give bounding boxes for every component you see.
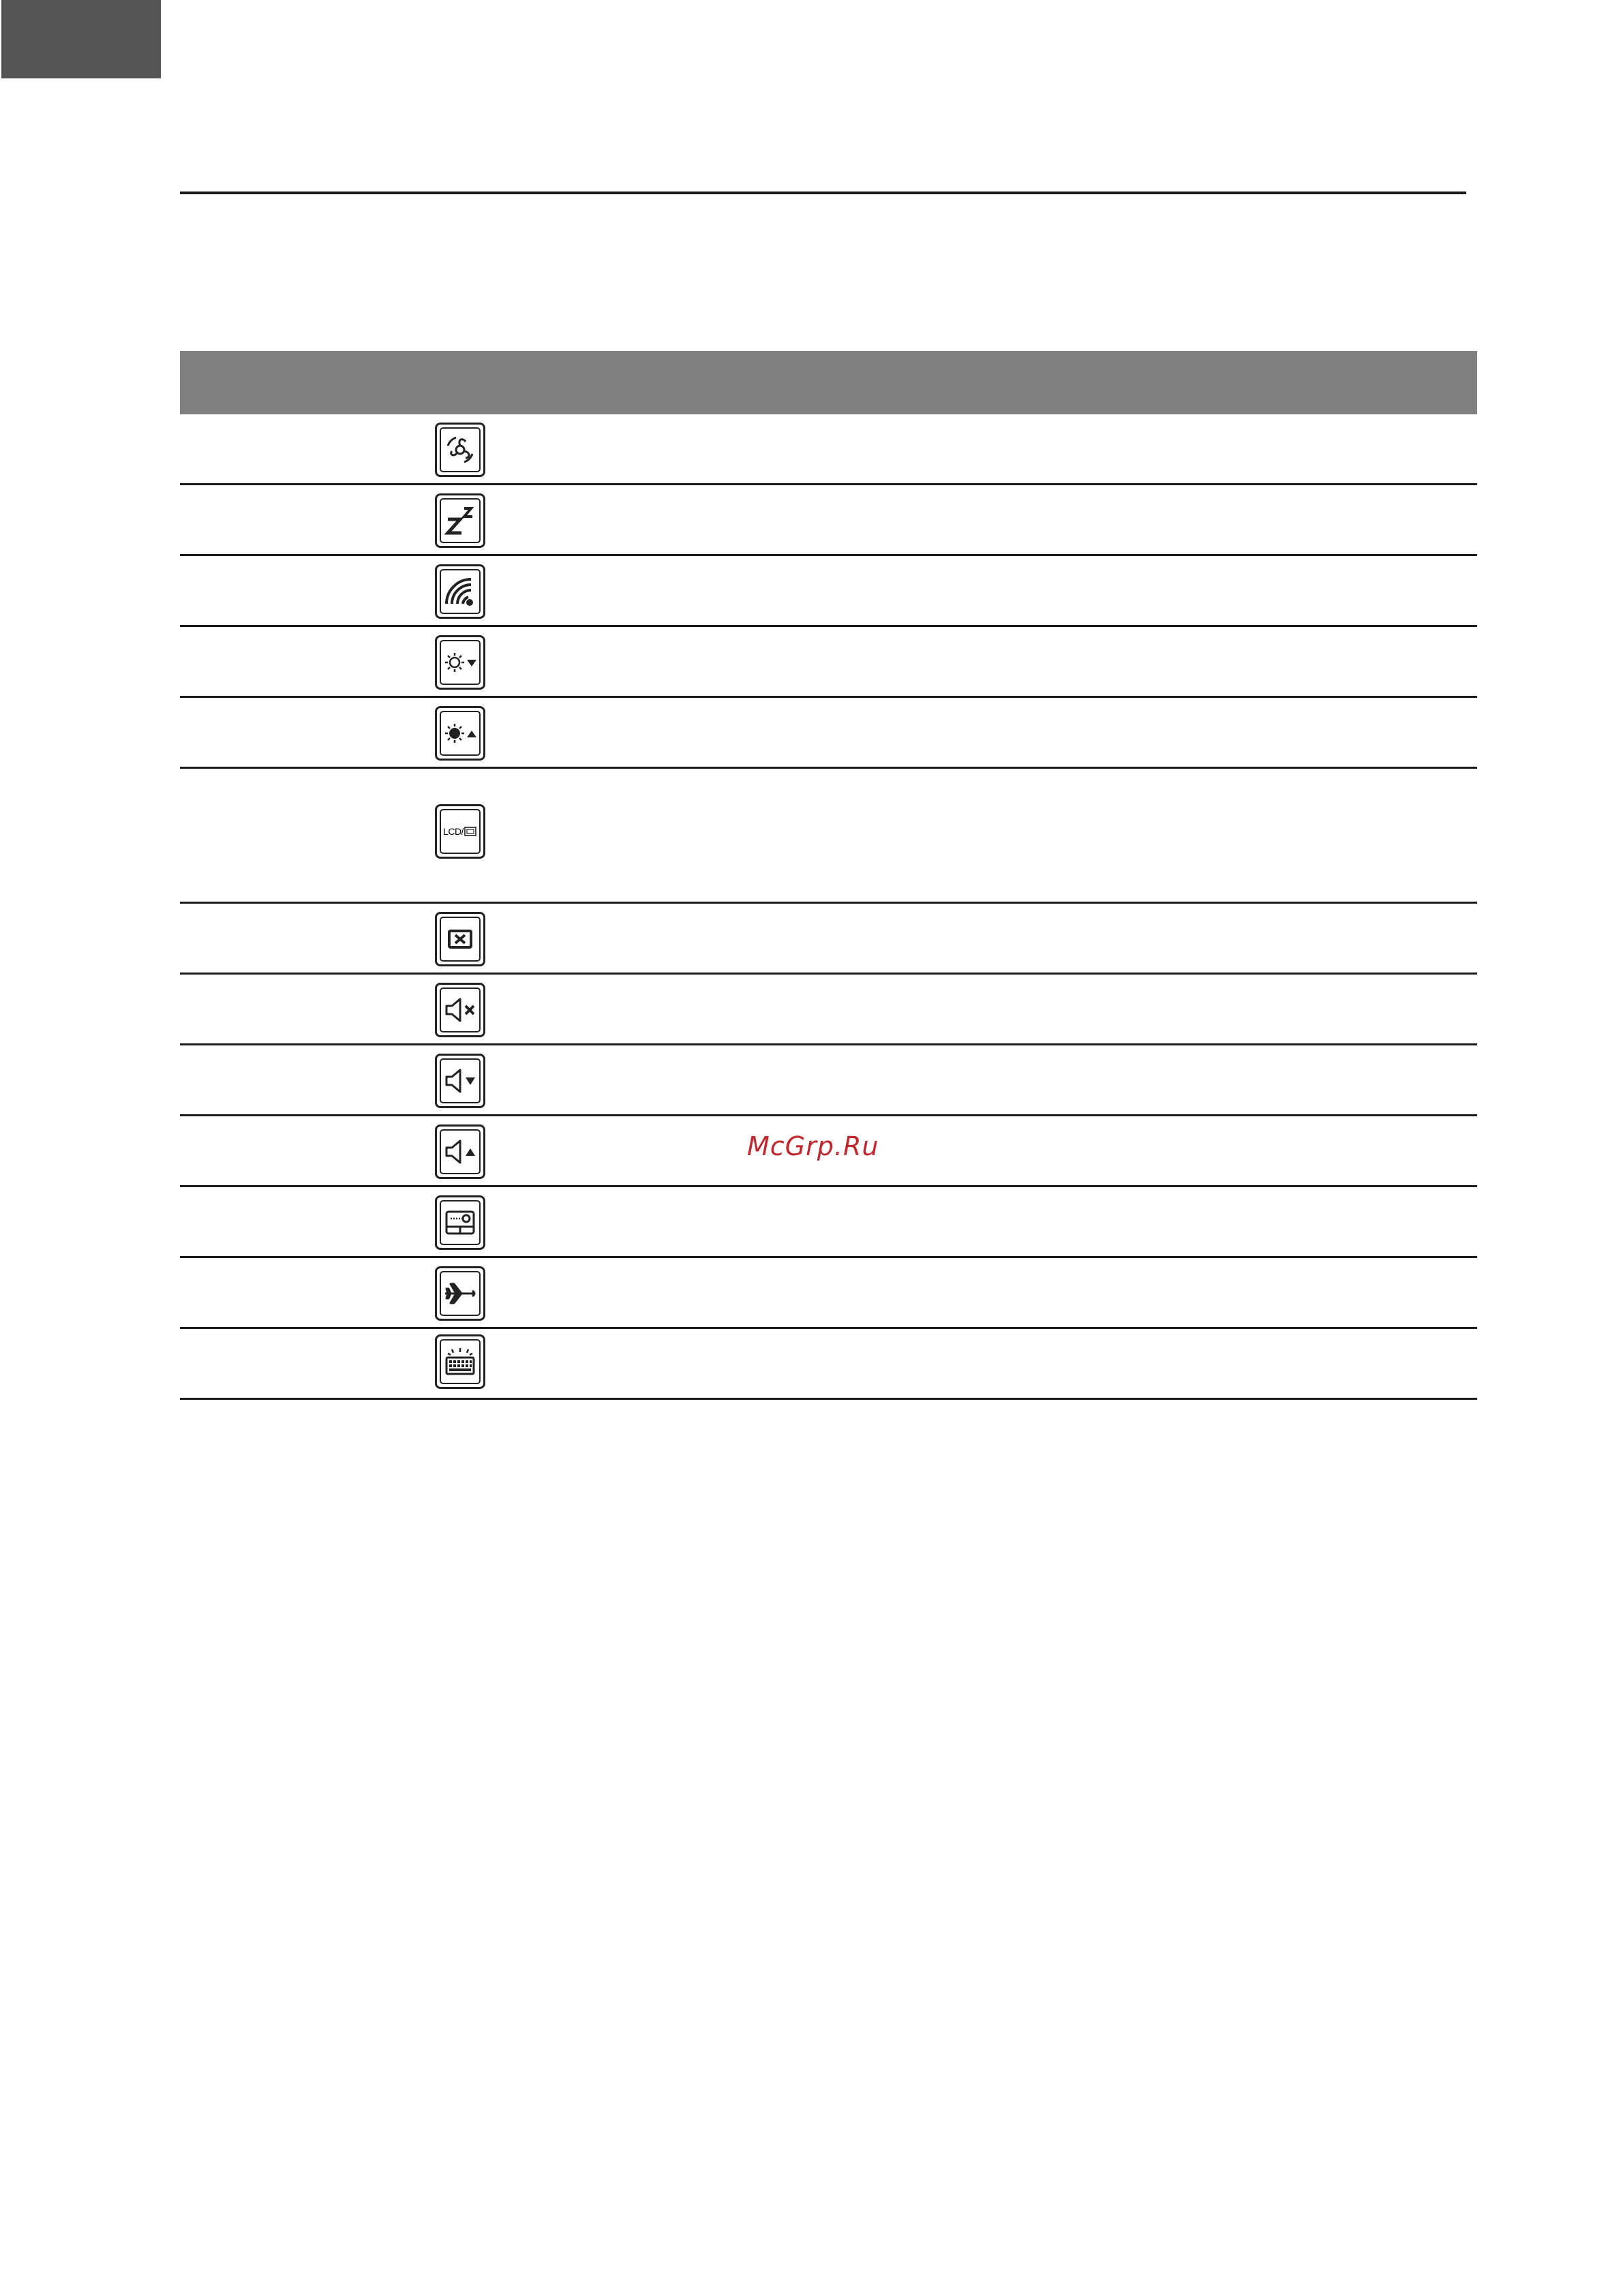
volume-down-key <box>435 1054 485 1108</box>
airplane-mode-key <box>435 1266 485 1321</box>
fan-key <box>435 423 485 477</box>
table-row <box>180 1329 1477 1400</box>
screen-off-key <box>435 912 485 966</box>
table-row <box>180 769 1477 904</box>
table-row <box>180 904 1477 975</box>
sleep-icon <box>441 502 479 540</box>
brightness-down-icon <box>441 643 479 682</box>
keyboard-backlight-key <box>435 1334 485 1389</box>
wireless-icon <box>441 572 479 611</box>
mute-icon <box>441 991 479 1029</box>
table-row <box>180 975 1477 1045</box>
volume-up-icon <box>441 1133 479 1171</box>
fan-icon <box>441 431 479 469</box>
table-row <box>180 485 1477 556</box>
table-row <box>180 698 1477 769</box>
display-toggle-icon <box>464 825 477 838</box>
brightness-down-key <box>435 635 485 690</box>
volume-down-icon <box>441 1062 479 1100</box>
watermark: McGrp.Ru <box>747 1131 879 1161</box>
touchpad-toggle-icon <box>441 1204 479 1242</box>
wireless-key <box>435 564 485 619</box>
keyboard-backlight-icon <box>441 1343 479 1381</box>
brightness-up-key <box>435 706 485 761</box>
table-row <box>180 627 1477 698</box>
table-row <box>180 1045 1477 1116</box>
table-row <box>180 1187 1477 1258</box>
table-header <box>180 351 1477 414</box>
touchpad-toggle-key <box>435 1195 485 1250</box>
screen-off-icon <box>441 920 479 958</box>
display-toggle-key <box>435 804 485 859</box>
sleep-key <box>435 493 485 548</box>
airplane-mode-icon <box>441 1274 479 1313</box>
lcd-label: LCD/ <box>443 826 464 837</box>
volume-up-key <box>435 1124 485 1179</box>
table-row <box>180 556 1477 627</box>
page-corner-tab <box>1 0 161 78</box>
table-row <box>180 1258 1477 1329</box>
brightness-up-icon <box>441 714 479 752</box>
mute-key <box>435 983 485 1037</box>
top-rule <box>180 192 1466 194</box>
table-row <box>180 414 1477 485</box>
